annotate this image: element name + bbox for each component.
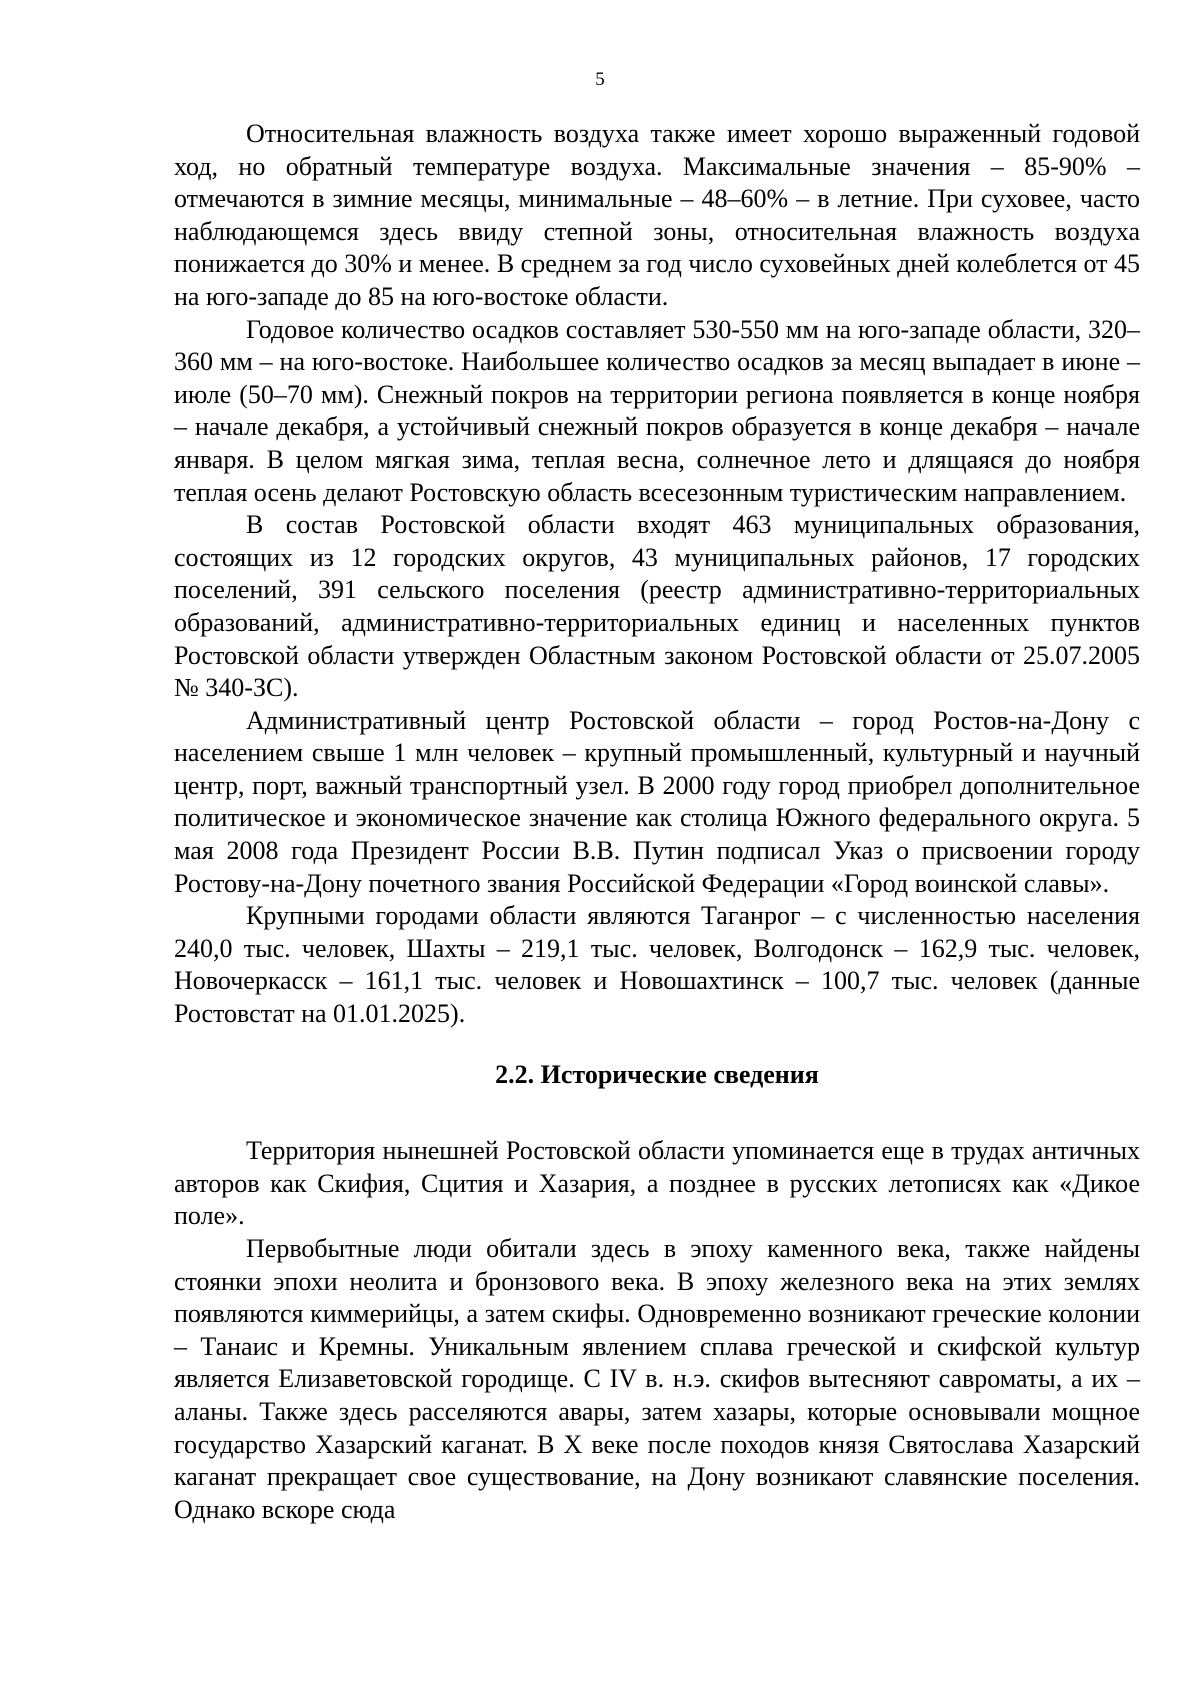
- paragraph-prehistory: Первобытные люди обитали здесь в эпоху каменного века, также найдены стоянки эпохи неолита и бронзового века. В эпоху железного века на этих землях появляются киммерийцы, а затем скифы. Одновременно возникают греческие колонии – Танаис и Кремны. Уникальным явлением сплава греческой и скифской культур является Елизаветовской городище. С IV в. н.э. скифов вытесняют савроматы, а их – аланы. Также здесь расселяются авары, затем хазары, которые основывали мощное государство Хазарский каганат. В X веке после походов князя Святослава Хазарский каганат прекращает свое существование, на Дону возникают славянские поселения. Однако вскоре сюда: [174, 1234, 1140, 1524]
- paragraph-municipalities: В состав Ростовской области входят 463 муниципальных образования, состоящих из 12 городских округов, 43 муниципальных районов, 17 городских поселений, 391 сельского поселения (реестр административно-территориальных образований, административно-территориальных единиц и населенных пунктов Ростовской области утвержден Областным законом Ростовской области от 25.07.2005 № 340-ЗС).: [174, 510, 1140, 703]
- paragraph-ancient-territory: Территория нынешней Ростовской области упоминается еще в трудах античных авторов как Скифия, Сцития и Хазария, а позднее в русских летописях как «Дикое поле».: [174, 1136, 1140, 1231]
- paragraph-administrative-center: Административный центр Ростовской области – город Ростов-на-Дону с населением свыше 1 млн человек – крупный промышленный, культурный и научный центр, порт, важный транспортный узел. В 2000 году город приобрел дополнительное политическое и экономическое значение как столица Южного федерального округа. 5 мая 2008 года Президент России В.В. Путин подписал Указ о присвоении городу Ростову-на-Дону почетного звания Российской Федерации «Город воинской славы».: [174, 705, 1140, 898]
- document-body: [174, 118, 1140, 1526]
- paragraph-major-cities: Крупными городами области являются Таганрог – с численностью населения 240,0 тыс. человек, Шахты – 219,1 тыс. человек, Волгодонск – 162,9 тыс. человек, Новочеркасск – 161,1 тыс. человек и Новошахтинск – 100,7 тыс. человек (данные Ростовстат на 01.01.2025).: [174, 901, 1140, 1029]
- paragraph-humidity: Относительная влажность воздуха также имеет хорошо выраженный годовой ход, но обратный температуре воздуха. Максимальные значения – 85-90% – отмечаются в зимние месяцы, минимальные – 48–60% – в летние. При суховее, часто наблюдающемся здесь ввиду степной зоны, относительная влажность воздуха понижается до 30% и менее. В среднем за год число суховейных дней колеблется от 45 на юго-западе до 85 на юго-востоке области.: [174, 119, 1140, 311]
- section-title: 2.2. Исторические сведения: [495, 1059, 819, 1089]
- paragraph-precipitation: Годовое количество осадков составляет 530-550 мм на юго-западе области, 320–360 мм – на юго-востоке. Наибольшее количество осадков за месяц выпадает в июне – июле (50–70 мм). Снежный покров на территории региона появляется в конце ноября – начале декабря, а устойчивый снежный покров образуется в конце декабря – начале января. В целом мягкая зима, теплая весна, солнечное лето и длящаяся до ноября теплая осень делают Ростовскую область всесезонным туристическим направлением.: [174, 314, 1140, 507]
- page-number: 5: [595, 69, 605, 90]
